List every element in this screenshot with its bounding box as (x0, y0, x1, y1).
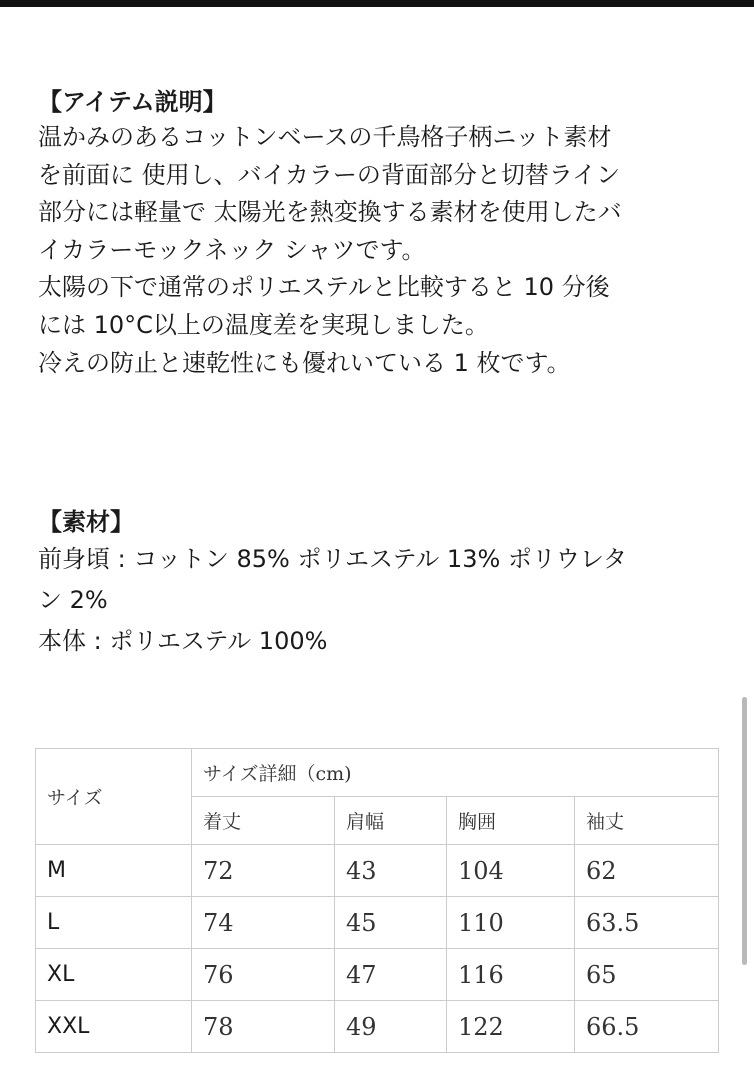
value-cell: 43 (335, 845, 447, 897)
size-cell: XXL (36, 1001, 192, 1053)
table-row (36, 949, 719, 1001)
value-cell: 72 (192, 845, 335, 897)
value-cell: 110 (447, 897, 575, 949)
table-row (36, 897, 719, 949)
description-line: 冷えの防止と速乾性にも優れいている 1 枚です。 (38, 348, 571, 377)
value-cell: 116 (447, 949, 575, 1001)
description-line: イカラーモックネック シャツです。 (38, 235, 426, 264)
item-description-section (38, 85, 728, 382)
value-cell: 65 (575, 949, 719, 1001)
table-row (36, 1001, 719, 1053)
size-column-header: サイズ (36, 749, 192, 845)
value-cell: 66.5 (575, 1001, 719, 1053)
column-header: 着丈 (192, 797, 335, 845)
value-cell: 74 (192, 897, 335, 949)
size-cell: XL (36, 949, 192, 1001)
column-header: 袖丈 (575, 797, 719, 845)
description-line: 部分には軽量で 太陽光を熱変換する素材を使用したバ (38, 198, 622, 227)
top-bar (0, 0, 754, 7)
description-line: を前面に 使用し、バイカラーの背面部分と切替ライン (38, 160, 621, 189)
material-line: 前身頃 : コットン 85% ポリエステル 13% ポリウレタ (38, 545, 627, 573)
material-section (38, 505, 728, 662)
value-cell: 45 (335, 897, 447, 949)
value-cell: 122 (447, 1001, 575, 1053)
size-table-header-row (36, 749, 719, 797)
value-cell: 76 (192, 949, 335, 1001)
size-cell: L (36, 897, 192, 949)
value-cell: 63.5 (575, 897, 719, 949)
value-cell: 49 (335, 1001, 447, 1053)
size-detail-header: サイズ詳細（cm) (192, 749, 719, 797)
description-line: 温かみのあるコットンベースの千鳥格子柄ニット素材 (38, 123, 612, 151)
description-line: 太陽の下で通常のポリエステルと比較すると 10 分後 (38, 273, 610, 302)
column-header: 胸囲 (447, 797, 575, 845)
table-row (36, 845, 719, 897)
description-line: には 10°C以上の温度差を実現しました。 (38, 310, 489, 339)
material-line: ン 2% (38, 586, 108, 614)
value-cell: 47 (335, 949, 447, 1001)
item-description-heading: 【アイテム説明】 (38, 88, 227, 116)
value-cell: 62 (575, 845, 719, 897)
value-cell: 104 (447, 845, 575, 897)
material-line: 本体 : ポリエステル 100% (38, 627, 328, 655)
size-cell: M (36, 845, 192, 897)
value-cell: 78 (192, 1001, 335, 1053)
material-heading: 【素材】 (38, 508, 134, 536)
scrollbar[interactable] (742, 697, 747, 965)
size-table (35, 748, 719, 1053)
column-header: 肩幅 (335, 797, 447, 845)
